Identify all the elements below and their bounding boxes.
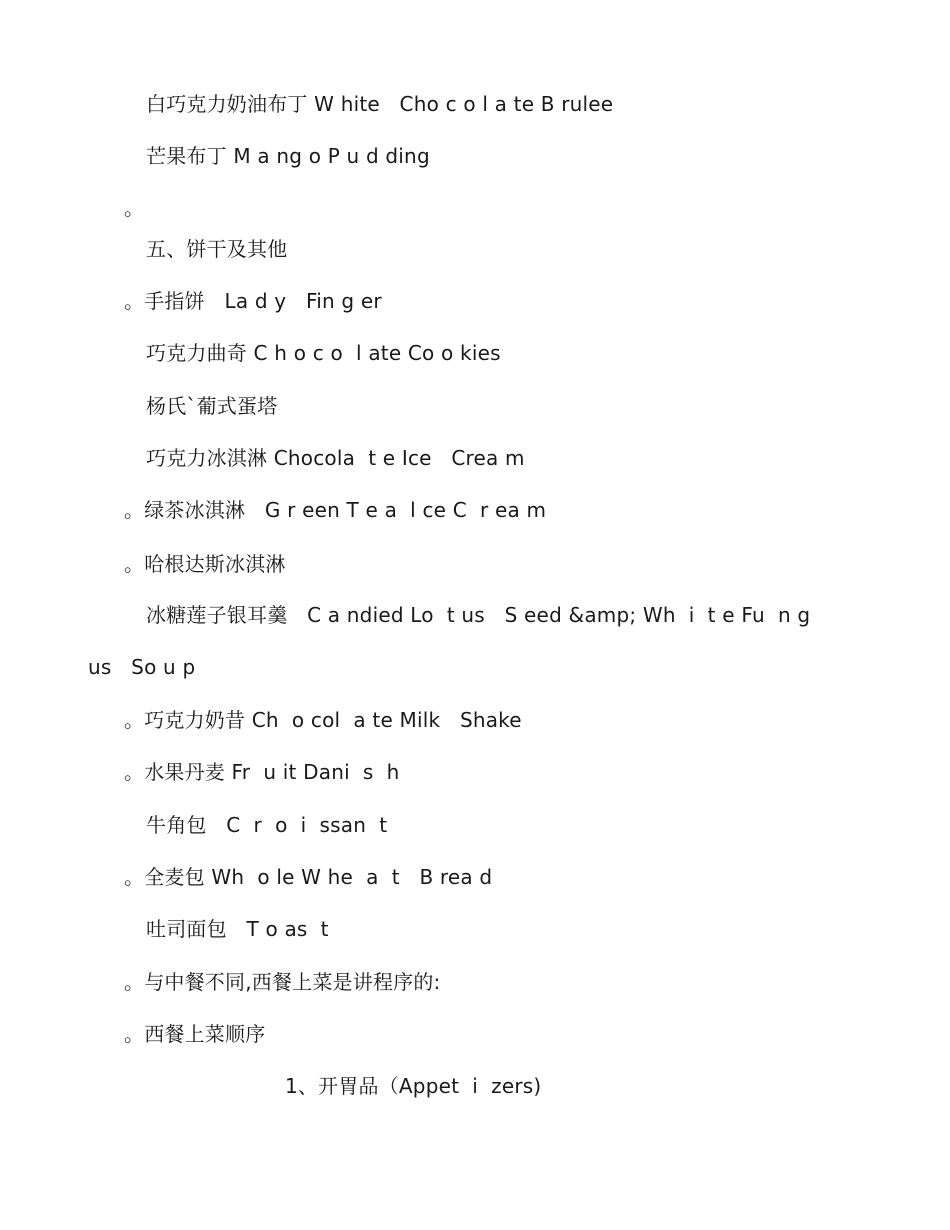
- menu-item-chocolate-milk-shake: 。巧克力奶昔 Ch o col a te Milk Shake: [124, 708, 522, 732]
- paragraph-serving-order-note: 。与中餐不同,西餐上菜是讲程序的:: [124, 970, 441, 994]
- bullet-mark: 。: [124, 196, 145, 220]
- menu-item-mango-pudding: 芒果布丁 M a ng o P u d ding: [146, 144, 430, 168]
- menu-item-croissant: 牛角包 C r o i ssan t: [146, 813, 388, 837]
- menu-item-chocolate-cookies: 巧克力曲奇 C h o c o l ate Co o kies: [146, 341, 501, 365]
- menu-item-egg-tart: 杨氏`葡式蛋塔: [146, 394, 278, 418]
- menu-item-whole-wheat-bread: 。全麦包 Wh o le W he a t B rea d: [124, 865, 493, 889]
- menu-item-lotus-seed-soup: 冰糖莲子银耳羹 C a ndied Lo t us S eed &amp; Wh i t e Fu n g: [146, 603, 811, 627]
- menu-item-haagen-dazs: 。哈根达斯冰淇淋: [124, 552, 286, 576]
- menu-item-fruit-danish: 。水果丹麦 Fr u it Dani s h: [124, 760, 400, 784]
- menu-item-lotus-seed-soup-continued: us So u p: [88, 655, 196, 679]
- paragraph-serving-order-title: 。西餐上菜顺序: [124, 1022, 266, 1046]
- list-item-appetizers: 1、开胃品（Appet i zers): [285, 1074, 542, 1098]
- menu-item-green-tea-ice-cream: 。绿茶冰淇淋 G r een T e a l ce C r ea m: [124, 498, 547, 522]
- menu-item-white-chocolate-brulee: 白巧克力奶油布丁 W hite Cho c o l a te B rulee: [146, 92, 614, 116]
- section-heading-biscuits: 五、饼干及其他: [146, 237, 288, 261]
- menu-item-lady-finger: 。手指饼 La d y Fin g er: [124, 289, 382, 313]
- menu-item-toast: 吐司面包 T o as t: [146, 917, 329, 941]
- menu-item-chocolate-ice-cream: 巧克力冰淇淋 Chocola t e Ice Crea m: [146, 446, 525, 470]
